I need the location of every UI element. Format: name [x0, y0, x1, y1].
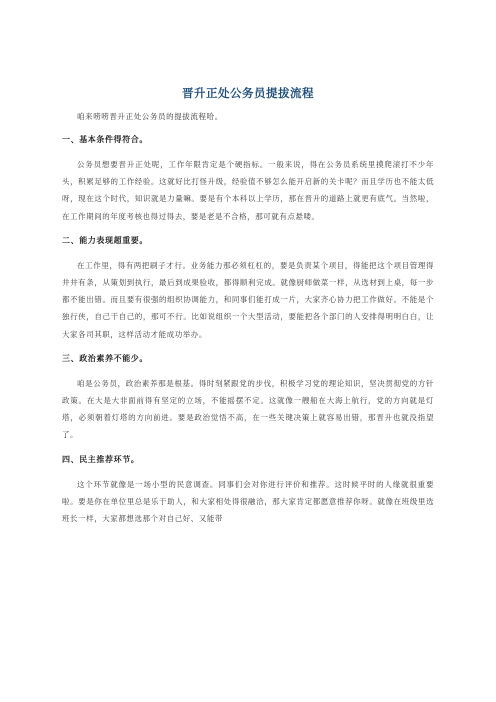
section-heading-3: 三、政治素养不能少。 [62, 353, 148, 363]
section-body-3: 咱是公务员，政治素养那是根基。得时刻紧跟党的步伐，积极学习党的理论知识，坚决贯彻党的方针政策。在大是大非面前得有坚定的立场，不能摇摆不定。这就像一艘船在大海上航行，党的方向就是灯塔，必须朝着灯塔的方向前进。要是政治觉悟不高，在一些关键决策上就容易出错，那晋升也就没指望了。 [62, 378, 434, 440]
intro-paragraph: 咱来唠唠晋升正处公务员的提拔流程哈。 [77, 112, 223, 121]
document-title: 晋升正处公务员提拔流程 [182, 86, 314, 100]
section-heading-4: 四、民主推荐环节。 [62, 454, 140, 464]
section-heading-1: 一、基本条件得符合。 [62, 135, 148, 144]
section-body-1: 公务员想要晋升正处呢，工作年限肯定是个硬指标。一般来说，得在公务员系统里摸爬滚打不少年头，积累足够的工作经验。这就好比打怪升级，经验值不够怎么能开启新的关卡呢？而且学历也不能太低呀，现在这个时代，知识就是力量嘛。要是有个本科以上学历，那在晋升的道路上就更有底气。当然啦，在工作期间的年度考核也得过得去，要是老是不合格，那可就有点悬喽。 [62, 160, 434, 221]
section-heading-2: 二、能力表现超重要。 [62, 235, 148, 245]
section-body-2: 在工作里，得有两把刷子才行。业务能力那必须杠杠的，要是负责某个项目，得能把这个项目管理得井井有条，从策划到执行，最后到成果验收，都得顺利完成。就像厨师做菜一样，从选材到上桌，每一步都不能出错。而且要有很强的组织协调能力，和同事们能打成一片，大家齐心协力把工作做好。不能是个独行侠，自己干自己的，那可不行。比如说组织一个大型活动，要能把各个部门的人安排得明明白白，让大家各司其职，这样活动才能成功举办。 [62, 260, 434, 339]
section-body-4: 这个环节就像是一场小型的民意调查。同事们会对你进行评价和推荐。这时候平时的人缘就很重要啦。要是你在单位里总是乐于助人，和大家相处得很融洽，那大家肯定都愿意推荐你呀。就像在班级里选班长一样，大家都想选那个对自己好、又能带 [62, 479, 434, 524]
